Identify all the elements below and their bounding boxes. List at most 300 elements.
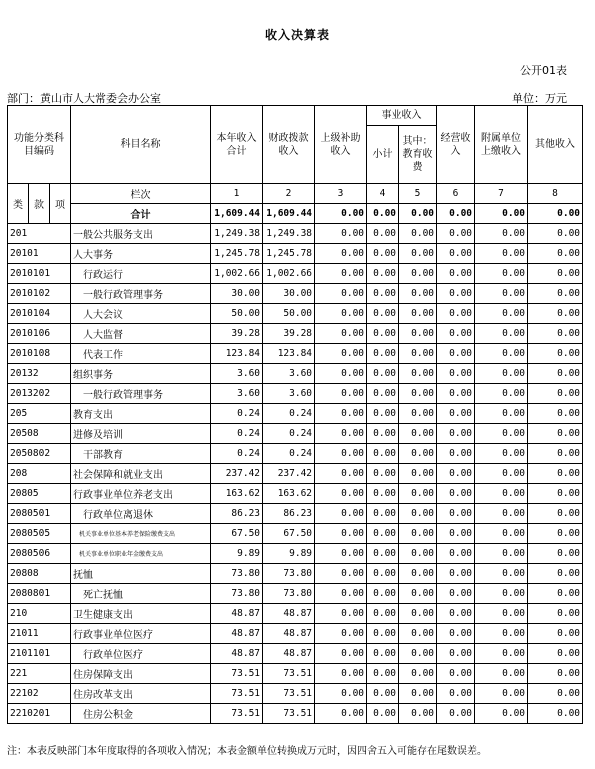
row-value: 0.00	[528, 364, 583, 384]
table-row	[8, 544, 583, 564]
row-subject-name: 社会保障和就业支出	[71, 464, 211, 484]
row-value: 0.00	[437, 364, 475, 384]
row-value: 0.00	[528, 624, 583, 644]
row-value: 0.00	[475, 364, 528, 384]
row-value: 0.00	[367, 384, 399, 404]
row-value: 0.24	[263, 404, 315, 424]
row-value: 0.00	[528, 504, 583, 524]
row-value: 0.00	[315, 684, 367, 704]
row-value: 0.00	[528, 484, 583, 504]
row-subject-name: 机关事业单位职业年金缴费支出	[71, 544, 211, 564]
row-code: 2010108	[8, 344, 71, 364]
total-value: 0.00	[528, 204, 583, 224]
table-row	[8, 324, 583, 344]
row-value: 0.00	[437, 304, 475, 324]
row-value: 0.00	[437, 524, 475, 544]
row-value: 0.00	[475, 224, 528, 244]
row-value: 0.00	[315, 504, 367, 524]
row-value: 0.00	[399, 464, 437, 484]
row-code: 20805	[8, 484, 71, 504]
row-value: 0.00	[437, 384, 475, 404]
row-value: 0.00	[367, 484, 399, 504]
row-value: 0.00	[528, 444, 583, 464]
row-value: 0.00	[399, 364, 437, 384]
row-value: 0.00	[475, 624, 528, 644]
row-subject-name: 卫生健康支出	[71, 604, 211, 624]
header-superior-subsidy: 上级补助收入	[315, 106, 367, 184]
table-row	[8, 424, 583, 444]
row-value: 0.00	[437, 244, 475, 264]
row-value: 67.50	[211, 524, 263, 544]
row-code: 22102	[8, 684, 71, 704]
row-value: 0.00	[399, 284, 437, 304]
row-value: 0.00	[528, 464, 583, 484]
row-code: 2010104	[8, 304, 71, 324]
row-value: 0.00	[475, 524, 528, 544]
row-value: 1,245.78	[211, 244, 263, 264]
row-value: 0.00	[475, 504, 528, 524]
column-index: 6	[437, 184, 475, 204]
total-value: 1,609.44	[263, 204, 315, 224]
row-value: 0.00	[475, 544, 528, 564]
row-code: 20808	[8, 564, 71, 584]
row-value: 0.00	[399, 424, 437, 444]
row-code: 2101101	[8, 644, 71, 664]
row-value: 48.87	[211, 644, 263, 664]
row-value: 0.00	[437, 504, 475, 524]
row-value: 3.60	[263, 364, 315, 384]
header-func-code: 功能分类科目编码	[8, 106, 71, 184]
row-subject-name: 住房保障支出	[71, 664, 211, 684]
row-value: 0.00	[315, 364, 367, 384]
table-row	[8, 584, 583, 604]
page-title: 收入决算表	[264, 28, 330, 42]
table-row	[8, 244, 583, 264]
row-value: 0.24	[263, 424, 315, 444]
row-value: 0.00	[367, 644, 399, 664]
row-value: 0.00	[367, 704, 399, 724]
row-value: 0.00	[315, 624, 367, 644]
row-value: 0.00	[367, 584, 399, 604]
row-subject-name: 机关事业单位基本养老保险缴费支出	[71, 524, 211, 544]
row-value: 0.00	[528, 584, 583, 604]
row-value: 0.24	[263, 444, 315, 464]
row-value: 0.00	[399, 344, 437, 364]
row-value: 0.00	[437, 264, 475, 284]
row-value: 0.00	[315, 464, 367, 484]
row-value: 0.00	[367, 564, 399, 584]
row-value: 0.00	[437, 584, 475, 604]
row-value: 237.42	[211, 464, 263, 484]
row-value: 0.00	[475, 424, 528, 444]
row-value: 73.51	[263, 684, 315, 704]
row-subject-name: 行政运行	[71, 264, 211, 284]
row-value: 0.00	[475, 604, 528, 624]
row-value: 0.00	[315, 264, 367, 284]
row-value: 73.80	[211, 584, 263, 604]
income-table	[7, 105, 583, 724]
row-value: 0.00	[437, 424, 475, 444]
row-subject-name: 抚恤	[71, 564, 211, 584]
row-value: 0.00	[437, 604, 475, 624]
row-code: 2080501	[8, 504, 71, 524]
row-subject-name: 人大事务	[71, 244, 211, 264]
table-body	[8, 184, 583, 724]
row-value: 73.51	[263, 704, 315, 724]
row-value: 237.42	[263, 464, 315, 484]
column-index: 3	[315, 184, 367, 204]
row-value: 0.00	[528, 404, 583, 424]
row-code: 20101	[8, 244, 71, 264]
row-value: 86.23	[211, 504, 263, 524]
row-subject-name: 人大会议	[71, 304, 211, 324]
table-row	[8, 264, 583, 284]
row-value: 0.00	[367, 604, 399, 624]
row-value: 0.00	[315, 444, 367, 464]
row-value: 0.00	[475, 564, 528, 584]
column-index: 4	[367, 184, 399, 204]
row-subject-name: 进修及培训	[71, 424, 211, 444]
unit-label: 单位：万元	[512, 92, 567, 105]
header-subject-name: 科目名称	[71, 106, 211, 184]
row-value: 0.00	[475, 444, 528, 464]
row-value: 73.51	[211, 704, 263, 724]
row-value: 0.00	[315, 484, 367, 504]
row-value: 73.51	[211, 664, 263, 684]
column-index: 2	[263, 184, 315, 204]
row-value: 0.00	[437, 564, 475, 584]
row-value: 0.00	[367, 464, 399, 484]
table-row	[8, 464, 583, 484]
row-value: 0.00	[399, 384, 437, 404]
row-code: 2080506	[8, 544, 71, 564]
row-value: 3.60	[211, 384, 263, 404]
total-value: 0.00	[399, 204, 437, 224]
row-subject-name: 行政单位离退休	[71, 504, 211, 524]
row-value: 0.00	[437, 484, 475, 504]
header-edu-fee: 其中：教育收费	[399, 126, 437, 184]
header-total-income: 本年收入合计	[211, 106, 263, 184]
row-value: 0.00	[437, 404, 475, 424]
total-label: 合计	[71, 204, 211, 224]
row-value: 0.00	[399, 684, 437, 704]
table-row	[8, 664, 583, 684]
row-value: 3.60	[211, 364, 263, 384]
column-index: 5	[399, 184, 437, 204]
row-value: 0.00	[475, 344, 528, 364]
row-value: 0.00	[315, 284, 367, 304]
row-value: 0.00	[399, 484, 437, 504]
row-value: 73.80	[263, 584, 315, 604]
department-label: 部门：黄山市人大常委会办公室	[7, 92, 161, 105]
row-value: 0.00	[399, 564, 437, 584]
column-index: 1	[211, 184, 263, 204]
row-value: 0.00	[367, 664, 399, 684]
row-value: 0.00	[528, 564, 583, 584]
row-value: 0.00	[437, 344, 475, 364]
row-value: 1,249.38	[211, 224, 263, 244]
total-value: 0.00	[367, 204, 399, 224]
row-value: 0.00	[399, 324, 437, 344]
table-row	[8, 444, 583, 464]
header-fiscal-allocation: 财政拨款收入	[263, 106, 315, 184]
row-value: 0.00	[399, 604, 437, 624]
column-index: 7	[475, 184, 528, 204]
row-value: 50.00	[211, 304, 263, 324]
row-subject-name: 代表工作	[71, 344, 211, 364]
row-value: 73.51	[211, 684, 263, 704]
row-code: 2050802	[8, 444, 71, 464]
row-value: 0.00	[315, 604, 367, 624]
row-value: 73.51	[263, 664, 315, 684]
table-row	[8, 564, 583, 584]
row-value: 1,245.78	[263, 244, 315, 264]
header-subtotal: 小计	[367, 126, 399, 184]
row-value: 0.00	[315, 304, 367, 324]
row-value: 123.84	[211, 344, 263, 364]
row-subject-name: 教育支出	[71, 404, 211, 424]
row-value: 39.28	[263, 324, 315, 344]
row-value: 0.24	[211, 424, 263, 444]
row-value: 0.00	[528, 244, 583, 264]
header-lei: 类	[8, 184, 29, 224]
row-value: 0.00	[437, 624, 475, 644]
row-value: 0.00	[437, 464, 475, 484]
table-row	[8, 484, 583, 504]
table-row	[8, 304, 583, 324]
row-value: 48.87	[263, 624, 315, 644]
row-value: 0.00	[315, 384, 367, 404]
row-value: 0.00	[475, 704, 528, 724]
row-code: 2080801	[8, 584, 71, 604]
row-subject-name: 一般行政管理事务	[71, 284, 211, 304]
row-value: 50.00	[263, 304, 315, 324]
table-row	[8, 524, 583, 544]
row-code: 201	[8, 224, 71, 244]
header-affiliated-income: 附属单位上缴收入	[475, 106, 528, 184]
table-row	[8, 604, 583, 624]
row-code: 2010102	[8, 284, 71, 304]
row-value: 1,002.66	[263, 264, 315, 284]
row-value: 0.00	[399, 224, 437, 244]
table-row	[8, 384, 583, 404]
table-row	[8, 504, 583, 524]
row-value: 0.00	[315, 524, 367, 544]
row-value: 30.00	[211, 284, 263, 304]
row-value: 0.00	[315, 344, 367, 364]
row-value: 0.00	[475, 484, 528, 504]
row-subject-name: 死亡抚恤	[71, 584, 211, 604]
row-value: 0.00	[475, 464, 528, 484]
header-operating-income: 经营收入	[437, 106, 475, 184]
row-subject-name: 行政事业单位医疗	[71, 624, 211, 644]
row-value: 0.00	[367, 344, 399, 364]
row-value: 0.00	[475, 684, 528, 704]
row-value: 0.00	[367, 424, 399, 444]
row-value: 0.00	[475, 664, 528, 684]
row-value: 39.28	[211, 324, 263, 344]
row-value: 0.00	[399, 584, 437, 604]
row-code: 2010101	[8, 264, 71, 284]
row-code: 20508	[8, 424, 71, 444]
header-other-income: 其他收入	[528, 106, 583, 184]
row-value: 0.00	[367, 324, 399, 344]
table-row	[8, 284, 583, 304]
header-xiang: 项	[50, 184, 71, 224]
row-value: 0.00	[399, 504, 437, 524]
row-value: 0.00	[367, 224, 399, 244]
row-code: 205	[8, 404, 71, 424]
row-value: 0.00	[367, 684, 399, 704]
row-value: 0.00	[399, 644, 437, 664]
row-value: 9.89	[211, 544, 263, 564]
row-value: 0.00	[367, 624, 399, 644]
total-value: 0.00	[315, 204, 367, 224]
row-subject-name: 行政单位医疗	[71, 644, 211, 664]
row-value: 0.00	[399, 524, 437, 544]
row-value: 0.00	[315, 704, 367, 724]
row-value: 0.00	[475, 264, 528, 284]
row-value: 0.00	[399, 444, 437, 464]
row-value: 0.00	[528, 284, 583, 304]
row-value: 0.00	[528, 544, 583, 564]
row-subject-name: 组织事务	[71, 364, 211, 384]
row-value: 0.00	[367, 284, 399, 304]
row-value: 9.89	[263, 544, 315, 564]
row-value: 0.00	[528, 604, 583, 624]
table-row	[8, 344, 583, 364]
row-value: 0.00	[315, 644, 367, 664]
row-value: 0.00	[437, 544, 475, 564]
row-value: 0.00	[315, 404, 367, 424]
table-row	[8, 224, 583, 244]
row-value: 0.00	[315, 324, 367, 344]
row-value: 0.00	[475, 284, 528, 304]
row-value: 0.00	[528, 424, 583, 444]
row-value: 0.00	[399, 264, 437, 284]
row-value: 0.00	[399, 404, 437, 424]
row-value: 0.00	[528, 344, 583, 364]
row-value: 0.00	[315, 244, 367, 264]
row-value: 0.00	[437, 664, 475, 684]
row-code: 21011	[8, 624, 71, 644]
row-value: 163.62	[263, 484, 315, 504]
row-value: 0.00	[367, 504, 399, 524]
row-value: 0.00	[399, 544, 437, 564]
row-value: 123.84	[263, 344, 315, 364]
row-value: 0.00	[399, 664, 437, 684]
row-value: 3.60	[263, 384, 315, 404]
table-row	[8, 704, 583, 724]
row-value: 0.00	[528, 224, 583, 244]
row-value: 0.00	[437, 224, 475, 244]
row-value: 0.00	[528, 684, 583, 704]
row-value: 86.23	[263, 504, 315, 524]
row-subject-name: 一般公共服务支出	[71, 224, 211, 244]
row-value: 163.62	[211, 484, 263, 504]
row-value: 0.00	[367, 264, 399, 284]
footnote: 注：本表反映部门本年度取得的各项收入情况；本表金额单位转换成万元时，因四舍五入可能存在尾数误差。	[7, 746, 487, 757]
row-value: 1,002.66	[211, 264, 263, 284]
row-value: 0.00	[528, 384, 583, 404]
row-subject-name: 住房公积金	[71, 704, 211, 724]
row-value: 0.00	[367, 244, 399, 264]
row-value: 0.00	[475, 304, 528, 324]
row-code: 2210201	[8, 704, 71, 724]
row-value: 0.00	[399, 304, 437, 324]
row-code: 20132	[8, 364, 71, 384]
row-subject-name: 行政事业单位养老支出	[71, 484, 211, 504]
row-value: 0.00	[367, 444, 399, 464]
row-value: 0.00	[367, 524, 399, 544]
row-value: 0.00	[315, 224, 367, 244]
row-value: 0.00	[437, 324, 475, 344]
row-value: 0.00	[315, 424, 367, 444]
row-value: 0.00	[399, 244, 437, 264]
row-value: 48.87	[211, 624, 263, 644]
total-row	[8, 204, 583, 224]
row-code: 208	[8, 464, 71, 484]
row-value: 0.00	[399, 704, 437, 724]
row-value: 0.24	[211, 404, 263, 424]
table-row	[8, 364, 583, 384]
row-value: 0.00	[475, 404, 528, 424]
row-code: 221	[8, 664, 71, 684]
row-value: 48.87	[263, 644, 315, 664]
row-value: 0.00	[528, 664, 583, 684]
row-value: 73.80	[211, 564, 263, 584]
row-value: 0.00	[367, 364, 399, 384]
row-value: 0.00	[437, 704, 475, 724]
row-subject-name: 一般行政管理事务	[71, 384, 211, 404]
row-value: 0.00	[367, 544, 399, 564]
total-value: 0.00	[475, 204, 528, 224]
row-value: 0.00	[437, 284, 475, 304]
row-value: 73.80	[263, 564, 315, 584]
form-code: 公开01表	[520, 64, 567, 77]
row-value: 0.00	[475, 584, 528, 604]
total-value: 1,609.44	[211, 204, 263, 224]
column-index-label: 栏次	[71, 184, 211, 204]
row-value: 30.00	[263, 284, 315, 304]
row-code: 2080505	[8, 524, 71, 544]
row-value: 0.00	[367, 304, 399, 324]
row-value: 0.00	[475, 324, 528, 344]
row-value: 0.00	[475, 644, 528, 664]
row-subject-name: 人大监督	[71, 324, 211, 344]
row-value: 0.00	[437, 684, 475, 704]
row-value: 0.00	[528, 304, 583, 324]
row-value: 0.00	[367, 404, 399, 424]
header-business-income: 事业收入	[367, 106, 437, 126]
column-index: 8	[528, 184, 583, 204]
row-value: 0.00	[437, 444, 475, 464]
row-subject-name: 干部教育	[71, 444, 211, 464]
row-value: 0.00	[315, 584, 367, 604]
row-value: 0.00	[475, 244, 528, 264]
row-value: 0.00	[528, 264, 583, 284]
row-value: 0.00	[528, 324, 583, 344]
row-subject-name: 住房改革支出	[71, 684, 211, 704]
row-value: 67.50	[263, 524, 315, 544]
row-value: 0.00	[315, 564, 367, 584]
table-row	[8, 404, 583, 424]
row-value: 0.00	[315, 544, 367, 564]
row-code: 2010106	[8, 324, 71, 344]
row-value: 0.00	[528, 704, 583, 724]
table-row	[8, 684, 583, 704]
row-code: 2013202	[8, 384, 71, 404]
